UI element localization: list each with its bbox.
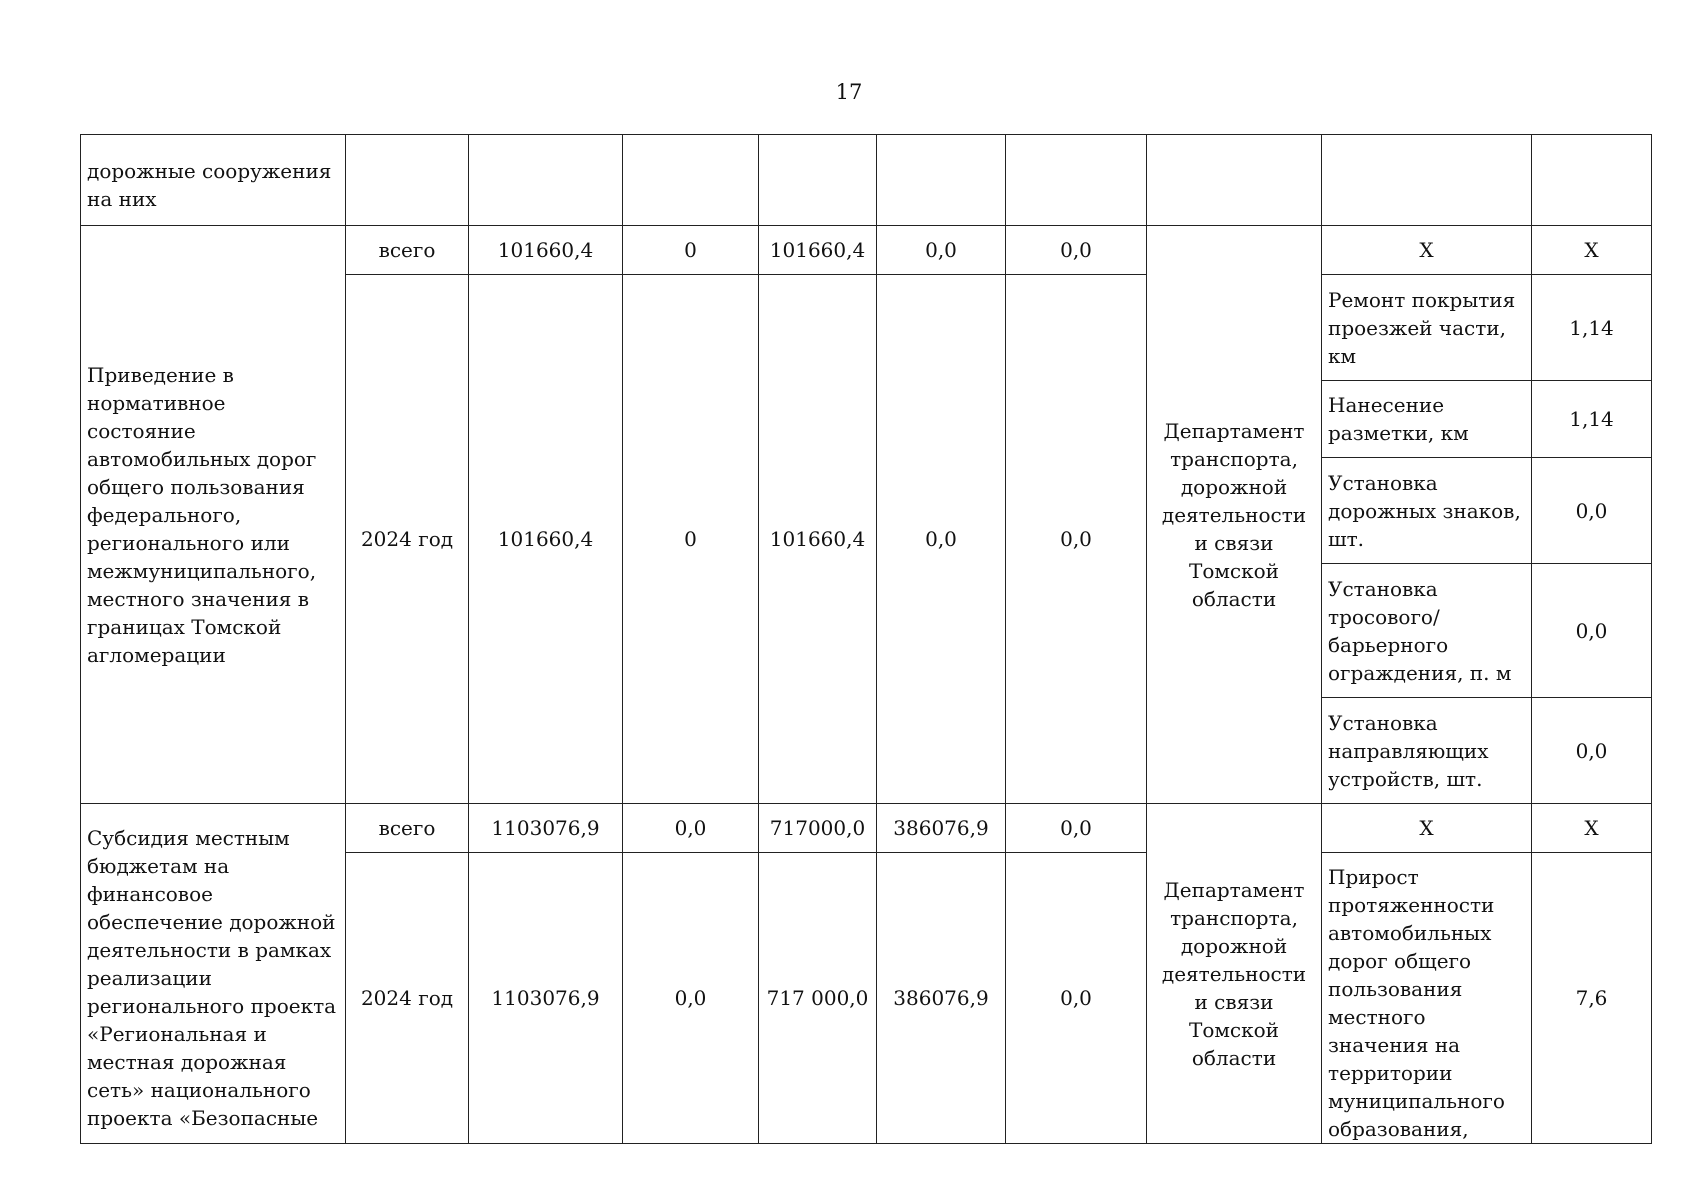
program-table: [80, 134, 1652, 1144]
amount-cell: 0: [623, 275, 759, 804]
indicator-value-cell: 1,14: [1532, 381, 1652, 458]
indicator-value-cell: 0,0: [1532, 698, 1652, 804]
indicator-value-cell: 0,0: [1532, 458, 1652, 564]
empty-cell: [1006, 135, 1147, 226]
table-row: [81, 804, 1652, 853]
indicator-cell: Ремонт покрытия проезжей части, км: [1322, 275, 1532, 381]
amount-cell: 101660,4: [469, 275, 623, 804]
amount-cell: 0,0: [623, 853, 759, 1144]
amount-cell: 1103076,9: [469, 853, 623, 1144]
amount-cell: 0,0: [1006, 804, 1147, 853]
empty-cell: [346, 135, 469, 226]
amount-cell: 0,0: [877, 226, 1006, 275]
period-cell: 2024 год: [346, 275, 469, 804]
indicator-cell: Установка тросового/ барьерного ограждения, п. м: [1322, 564, 1532, 698]
amount-cell: 101660,4: [759, 275, 877, 804]
amount-cell: 386076,9: [877, 853, 1006, 1144]
indicator-cell: Установка направляющих устройств, шт.: [1322, 698, 1532, 804]
indicator-cell: Прирост протяженности автомобильных дорог общего пользования местного значения на территории муниципального образования,: [1322, 853, 1532, 1144]
amount-cell: 717 000,0: [759, 853, 877, 1144]
indicator-value-cell: Х: [1532, 804, 1652, 853]
empty-cell: [1322, 135, 1532, 226]
amount-cell: 717000,0: [759, 804, 877, 853]
amount-cell: 386076,9: [877, 804, 1006, 853]
amount-cell: 0,0: [1006, 853, 1147, 1144]
amount-cell: 0,0: [1006, 226, 1147, 275]
period-cell: всего: [346, 226, 469, 275]
page-number: 17: [835, 80, 863, 104]
empty-cell: [469, 135, 623, 226]
measure-name-cell: [81, 135, 346, 226]
empty-cell: [1532, 135, 1652, 226]
amount-cell: 0,0: [877, 275, 1006, 804]
amount-cell: 0,0: [1006, 275, 1147, 804]
measure-name-cell: [81, 226, 346, 804]
period-cell: 2024 год: [346, 853, 469, 1144]
indicator-cell: Нанесение разметки, км: [1322, 381, 1532, 458]
amount-cell: 0,0: [623, 804, 759, 853]
indicator-cell: Х: [1322, 804, 1532, 853]
indicator-value-cell: 0,0: [1532, 564, 1652, 698]
empty-cell: [759, 135, 877, 226]
measure-name: Субсидия местным бюджетам на финансовое обеспечение дорожной деятельности в рамках реализации регионального проекта «Региональная и местная дорожная сеть» национального проекта «Безопасные: [87, 825, 337, 1130]
executor-cell: Департамент транспорта, дорожной деятельности и связи Томской области: [1147, 804, 1322, 1144]
measure-name-cell: [81, 804, 346, 1144]
amount-cell: 101660,4: [759, 226, 877, 275]
amount-cell: 101660,4: [469, 226, 623, 275]
period-cell: всего: [346, 804, 469, 853]
measure-name: Приведение в нормативное состояние автомобильных дорог общего пользования федерального, регионального или межмуниципального, местного значения в границах Томской агломерации: [87, 362, 317, 667]
indicator-cell: Установка дорожных знаков, шт.: [1322, 458, 1532, 564]
indicator-value-cell: Х: [1532, 226, 1652, 275]
table-row: [81, 226, 1652, 275]
indicator-value-cell: 1,14: [1532, 275, 1652, 381]
table-row: [81, 135, 1652, 226]
indicator-value-cell: 7,6: [1532, 853, 1652, 1144]
measure-name: дорожные сооружения на них: [87, 159, 332, 211]
executor-cell: Департамент транспорта, дорожной деятельности и связи Томской области: [1147, 226, 1322, 804]
empty-cell: [1147, 135, 1322, 226]
indicator-cell: Х: [1322, 226, 1532, 275]
amount-cell: 0: [623, 226, 759, 275]
amount-cell: 1103076,9: [469, 804, 623, 853]
empty-cell: [877, 135, 1006, 226]
empty-cell: [623, 135, 759, 226]
